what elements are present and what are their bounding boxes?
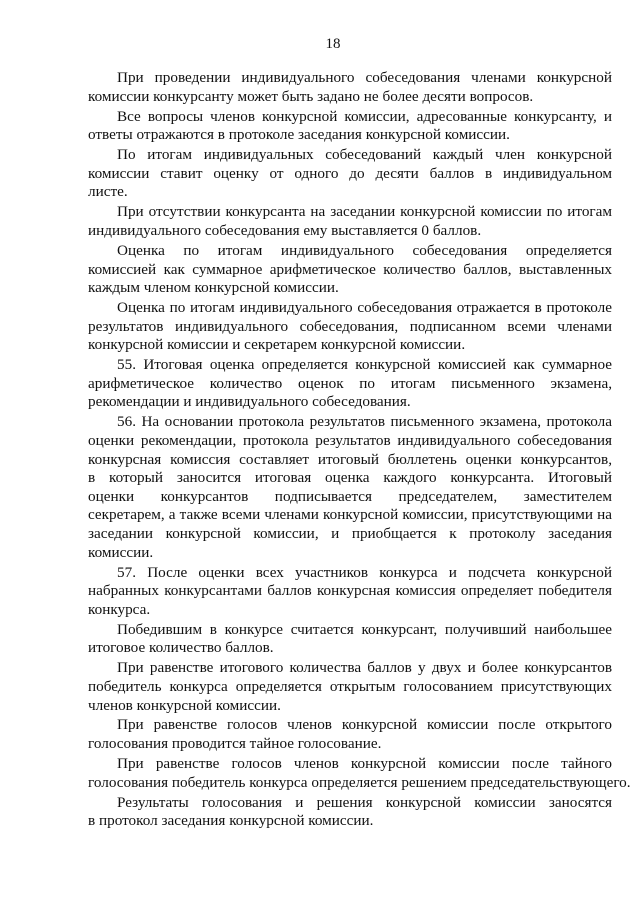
text-line: При равенстве голосов членов конкурсной комиссии после тайного bbox=[117, 755, 612, 773]
paragraph bbox=[88, 564, 612, 620]
paragraph bbox=[88, 716, 612, 753]
text-line: рекомендации и индивидуального собеседования. bbox=[88, 393, 411, 411]
paragraph bbox=[88, 413, 612, 562]
paragraph bbox=[88, 203, 612, 240]
text-line: 56. На основании протокола результатов письменного экзамена, протокола bbox=[117, 413, 612, 431]
text-line: При равенстве голосов членов конкурсной комиссии после открытого bbox=[117, 716, 612, 734]
document-body bbox=[88, 69, 631, 832]
text-line: конкурсной комиссии и секретарем конкурсной комиссии. bbox=[88, 336, 466, 354]
text-line: конкурсная комиссия составляет итоговый бюллетень оценки конкурсантов, bbox=[88, 450, 612, 468]
text-line: результатов индивидуального собеседования, подписанном всеми членами bbox=[88, 317, 612, 335]
paragraph bbox=[88, 299, 612, 355]
paragraph bbox=[88, 146, 612, 202]
text-line: комиссии. bbox=[88, 543, 154, 561]
text-line: листе. bbox=[88, 183, 128, 201]
page-number: 18 bbox=[325, 36, 341, 52]
text-line: Оценка по итогам индивидуального собеседования определяется bbox=[117, 241, 612, 259]
text-line: Результаты голосования и решения конкурсной комиссии заносятся bbox=[117, 793, 612, 811]
paragraph bbox=[88, 69, 612, 106]
paragraph bbox=[88, 794, 612, 831]
text-line: 57. После оценки всех участников конкурса и подсчета конкурсной bbox=[117, 563, 612, 581]
text-line: конкурса. bbox=[88, 600, 151, 618]
text-line: комиссии ставит оценку от одного до десяти баллов в индивидуальном bbox=[88, 164, 612, 182]
paragraph bbox=[88, 108, 612, 145]
text-line: оценки конкурсантов подписывается председателем, заместителем bbox=[88, 487, 612, 505]
text-line: в протокол заседания конкурсной комиссии. bbox=[88, 812, 374, 830]
paragraph bbox=[88, 242, 612, 298]
text-line: секретарем, а также всеми членами конкурсной комиссии, присутствующими на bbox=[88, 506, 612, 524]
text-line: оценки рекомендации, протокола результатов индивидуального собеседования bbox=[88, 432, 612, 450]
text-line: 55. Итоговая оценка определяется конкурсной комиссией как суммарное bbox=[117, 356, 612, 374]
text-line: Победившим в конкурсе считается конкурсант, получивший наибольшее bbox=[117, 620, 612, 638]
text-line: индивидуального собеседования ему выставляется 0 баллов. bbox=[88, 221, 482, 239]
text-line: При проведении индивидуального собеседования членами конкурсной bbox=[117, 69, 612, 86]
text-line: голосования победитель конкурса определяется решением председательствующего. bbox=[88, 773, 631, 791]
paragraph bbox=[88, 356, 612, 412]
paragraph bbox=[88, 621, 612, 658]
text-line: Оценка по итогам индивидуального собеседования отражается в протоколе bbox=[117, 299, 612, 317]
text-line: членов конкурсной комиссии. bbox=[88, 696, 281, 714]
text-line: голосования проводится тайное голосование. bbox=[88, 735, 382, 753]
text-line: победитель конкурса определяется открытым голосованием присутствующих bbox=[88, 677, 612, 695]
text-line: При отсутствии конкурсанта на заседании конкурсной комиссии по итогам bbox=[117, 203, 612, 221]
paragraph bbox=[88, 659, 612, 715]
text-line: комиссией как суммарное арифметическое количество баллов, выставленных bbox=[88, 260, 612, 278]
text-line: арифметическое количество оценок по итогам письменного экзамена, bbox=[88, 374, 612, 392]
text-line: в который заносится итоговая оценка каждого конкурсанта. Итоговый bbox=[88, 469, 612, 487]
text-line: комиссии конкурсанту может быть задано не более десяти вопросов. bbox=[88, 87, 534, 105]
text-line: ответы отражаются в протоколе заседания конкурсной комиссии. bbox=[88, 126, 510, 144]
text-line: итоговое количество баллов. bbox=[88, 639, 274, 657]
text-line: Все вопросы членов конкурсной комиссии, адресованные конкурсанту, и bbox=[117, 107, 612, 125]
text-line: При равенстве итогового количества баллов у двух и более конкурсантов bbox=[117, 659, 612, 677]
paragraph bbox=[88, 755, 631, 792]
text-line: заседании конкурсной комиссии, и приобщается к протоколу заседания bbox=[88, 524, 612, 542]
text-line: По итогам индивидуальных собеседований каждый член конкурсной bbox=[117, 146, 612, 164]
text-line: набранных конкурсантами баллов конкурсная комиссия определяет победителя bbox=[88, 582, 612, 600]
text-line: каждым членом конкурсной комиссии. bbox=[88, 279, 339, 297]
